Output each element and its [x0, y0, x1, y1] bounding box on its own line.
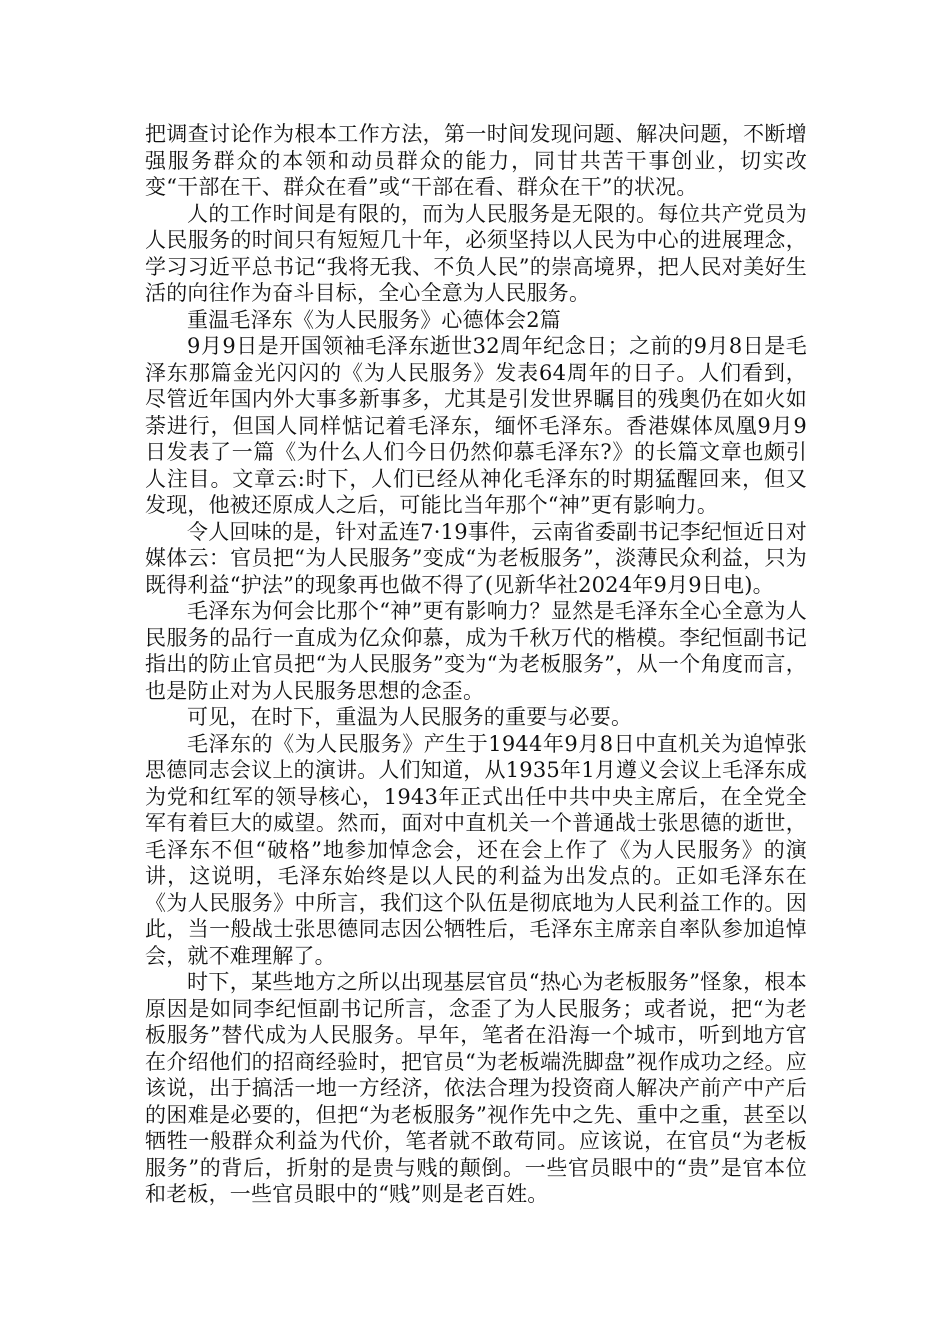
body-paragraph-2: 人的工作时间是有限的，而为人民服务是无限的。每位共产党员为人民服务的时间只有短短几十年，必须坚持以人民为中心的进展理念，学习习近平总书记“我将无我、不负人民”的崇高境界，把人民对美好生活的向往作为奋斗目标，全心全意为人民服务。	[145, 201, 807, 305]
article-title: 重温毛泽东《为人民服务》心德体会2篇	[187, 307, 561, 332]
document-page	[145, 121, 807, 1208]
body-paragraph-3: 9月9日是开国领袖毛泽东逝世32周年纪念日；之前的9月8日是毛泽东那篇金光闪闪的《为人民服务》发表64周年的日子。人们看到，尽管近年国内外大事多新事多，尤其是引发世界瞩目的残奥仍在如火如荼进行，但国人同样惦记着毛泽东，缅怀毛泽东。香港媒体凤凰9月9日发表了一篇《为什么人们今日仍然仰慕毛泽东?》的长篇文章也颇引人注目。文章云:时下，人们已经从神化毛泽东的时期猛醒回来，但又发现，他被还原成人之后，可能比当年那个“神”更有影响力。	[145, 334, 807, 517]
body-paragraph-5: 毛泽东为何会比那个“神”更有影响力？显然是毛泽东全心全意为人民服务的品行一直成为亿众仰慕，成为千秋万代的楷模。李纪恒副书记指出的防止官员把“为人民服务”变为“为老板服务”，从一个角度而言，也是防止对为人民服务思想的念歪。	[145, 599, 807, 703]
body-paragraph-7: 毛泽东的《为人民服务》产生于1944年9月8日中直机关为追悼张思德同志会议上的演讲。人们知道，从1935年1月遵义会议上毛泽东成为党和红军的领导核心，1943年正式出任中共中央主席后，在全党全军有着巨大的威望。然而，面对中直机关一个普通战士张思德的逝世，毛泽东不但“破格”地参加悼念会，还在会上作了《为人民服务》的演讲，这说明，毛泽东始终是以人民的利益为出发点的。正如毛泽东在《为人民服务》中所言，我们这个队伍是彻底地为人民利益工作的。因此，当一般战士张思德同志因公牺牲后，毛泽东主席亲自率队参加追悼会，就不难理解了。	[145, 731, 807, 968]
body-paragraph-4: 令人回味的是，针对孟连7·19事件，云南省委副书记李纪恒近日对媒体云：官员把“为人民服务”变成“为老板服务”，淡薄民众利益，只为既得利益“护法”的现象再也做不得了(见新华社2024年9月9日电)。	[145, 519, 807, 597]
body-paragraph-1: 把调查讨论作为根本工作方法，第一时间发现问题、解决问题，不断增强服务群众的本领和动员群众的能力，同甘共苦干事创业，切实改变“干部在干、群众在看”或“干部在看、群众在干”的状况。	[145, 122, 807, 199]
body-paragraph-8: 时下，某些地方之所以出现基层官员“热心为老板服务”怪象，根本原因是如同李纪恒副书记所言，念歪了为人民服务；或者说，把“为老板服务”替代成为人民服务。早年，笔者在沿海一个城市，听到地方官在介绍他们的招商经验时，把官员“为老板端洗脚盘”视作成功之经。应该说，出于搞活一地一方经济，依法合理为投资商人解决产前产中产后的困难是必要的，但把“为老板服务”视作先中之先、重中之重，甚至以牺牲一般群众利益为代价，笔者就不敢苟同。应该说，在官员“为老板服务”的背后，折射的是贵与贱的颠倒。一些官员眼中的“贵”是官本位和老板，一些官员眼中的“贱”则是老百姓。	[145, 970, 807, 1206]
body-paragraph-6: 可见，在时下，重温为人民服务的重要与必要。	[187, 705, 633, 729]
